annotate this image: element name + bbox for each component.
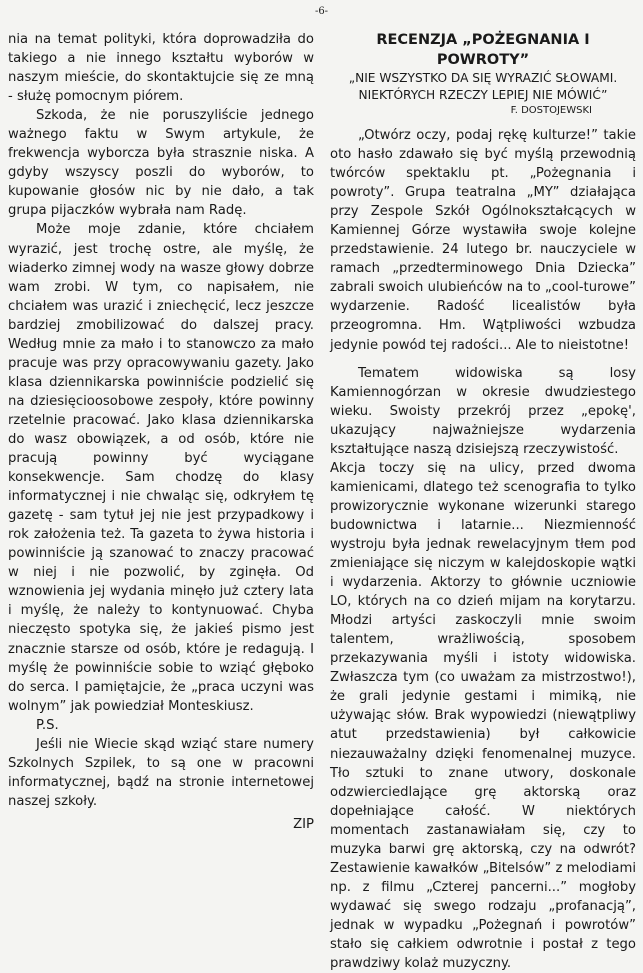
ps-text: Jeśli nie Wiecie skąd wziąć stare numery Szkolnych Szpilek, to są one w pracowni informatycznej, bądź na stronie internetowej naszej szkoły. [8,736,314,809]
right-paragraph-3: Akcja toczy się na ulicy, przed dwoma kamienicami, dlatego też scenografia to tylko prowizorycznie wykonane wizerunki starego budownictwa i latarnie... Niezmienność wystroju była jednak rewelacyjnym tłem pod zmieniające się niczym w kalejdoskopie wątki i wydarzenia. Aktorzy to głównie uczniowie LO, których na co dzień mijam na korytarzu. Młodzi artyści zaskoczyli mnie swoim talentem, wrażliwością, sposobem przekazywania myśli i istoty widowiska. Zwłaszcza tym (co uważam za mistrzostwo!), że grali jedynie gestami i mimiką, nie używając słów. Brak wypowiedzi (niewątpliwy atut przedstawienia) był całkowicie niezauważalny dzięki fenomenalnej muzyce. Tło sztuki to znane utwory, doskonale odzwierciedlające grę aktorską oraz dopełniające całość. W niektórych momentach zastanawiałam się, czy to muzyka barwi grę aktorską, czy na odwrót? Zestawienie kawałków „Bitelsów” z melodiami np. z filmu „Czterej pancerni...” mogłoby wydawać się swego rodzaju „profanacją”, jednak w wypadku „Pożegnań i powrotów” stało się całkiem odwrotnie i postał z tego prawdziwy kolaż muzyczny. [330,460,636,972]
epigraph-line-2: NIEKTÓRYCH RZECZY LEPIEJ NIE MÓWIĆ” [358,88,608,102]
epigraph-author: F. DOSTOJEWSKI [510,105,592,116]
left-column [8,30,314,847]
left-paragraph-3: Może moje zdanie, które chciałem wyrazić, jest trochę ostre, ale myślę, że wiaderko zimnej wody na wasze głowy dobrze wam zrobi. W tym, co napisałem, nie chciałem was urazić i zniechęcić, lecz jeszcze bardziej zmobilizować do dalszej pracy. Według mnie za mało i to stanowczo za mało pracuje was przy opracowywaniu gazety. Jako klasa dziennikarska powinniście podzielić się na dziesięcioosobowe zespoły, które powinny rzetelnie pracować. Jako klasa dziennikarska do wasz obowiązek, a od osób, które nie pracują powinny być wyciągane konsekwencje. Sam chodzę do klasy informatycznej i nie chwaląc się, odkryłem tę gazetę - sam tytuł jej nie jest przypadkowy i rok założenia też. Ta gazeta to żywa historia i powinniście ją szanować to znaczy pracować w niej i nie pozwolić, by zginęła. Od wznowienia jej wydania minęło już cztery lata i myślę, że należy to kontynuować. Chyba nieczęsto spotyka się, że jakieś pismo jest znacznie starsze od osób, które je redagują. I myślę że powinniście sobie to wziąć głęboko do serca. I pamiętajcie, że „praca uczyni was wolnym” jak powiedział Monteskiusz. [8,222,314,714]
article-title: RECENZJA „POŻEGNANIA I POWROTY” [376,32,590,68]
ps-label: P.S. [36,717,59,733]
signature: ZIP [293,816,314,832]
right-paragraph-2: Tematem widowiska są losy Kamiennogórzan w okresie dwudziestego wieku. Swoisty przekrój przez „epokę', ukazujący najważniejsze wydarzenia kształtujące naszą dzisiejszą rzeczywistość. [330,365,636,457]
epigraph-line-1: „NIE WSZYSTKO DA SIĘ WYRAZIĆ SŁOWAMI. [348,71,618,85]
left-paragraph-2: Szkoda, że nie poruszyliście jednego ważnego faktu w Swym artykule, że frekwencja wyborcza była strasznie niska. A gdyby wszyscy poszli do wyborów, to kupowanie głosów nic by nie dało, a tak grupa pijaczków wybrała nam Radę. [8,108,314,219]
right-paragraph-1: „Otwórz oczy, podaj rękę kulturze!” takie oto hasło zdawało się być myślą przewodnią twórców spektaklu pt. „Pożegnania i powroty”. Grupa teatralna „MY” działająca przy Zespole Szkół Ogólnokształcących w Kamiennej Górze wystawiła swoje kolejne przedstawienie. 24 lutego br. nauczyciele w ramach „przedterminowego Dnia Dziecka” zabrali swoich ulubieńców na to „cool-turowe” wydarzenie. Radość licealistów była przeogromna. Hm. Wątpliwości wzbudza jedynie powód tej radości... Ale to nieistotne! [330,128,636,353]
page-number: -6- [314,6,329,17]
right-column [330,30,636,973]
left-paragraph-1: nia na temat polityki, która doprowadziła do takiego a nie innego kształtu wyborów w naszym mieście, do skontaktujcie się ze mną - służę pomocnym piórem. [8,32,314,105]
